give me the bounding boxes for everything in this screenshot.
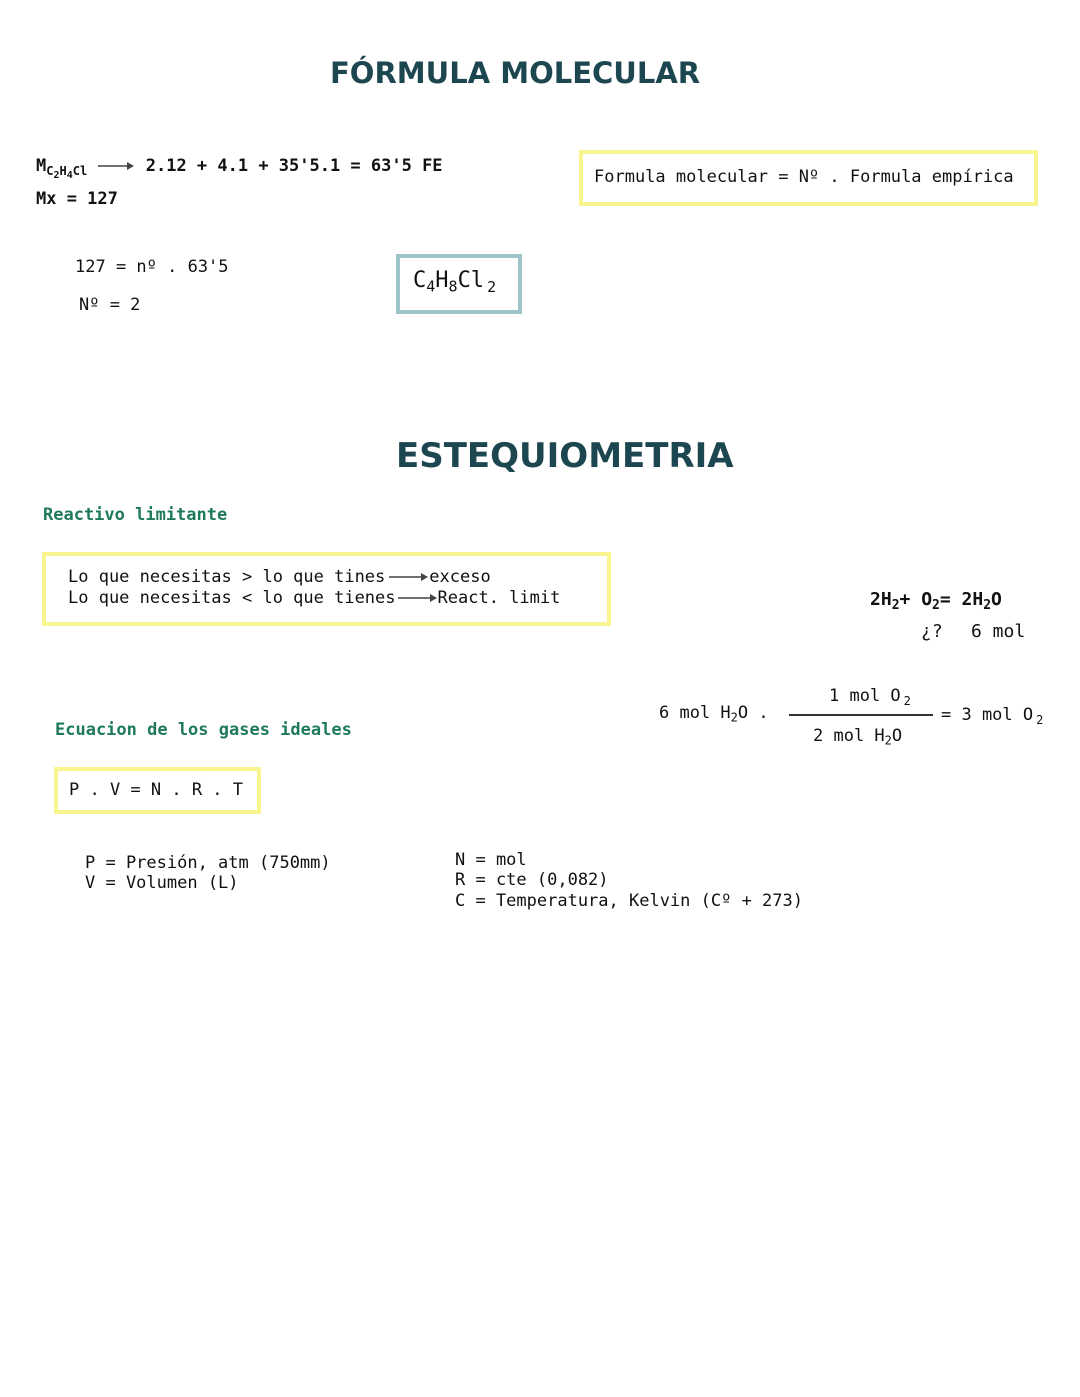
gases-r: R = cte (0,082)	[455, 870, 609, 890]
stoich-denominator: 2 mol $H_2O$	[813, 726, 903, 748]
reactivo-heading: Reactivo limitante	[43, 505, 228, 525]
formula-box-text: Formula molecular = Nº . Formula empírica	[594, 167, 1014, 187]
arrow-icon	[385, 572, 429, 582]
calc-line-2: Nº = 2	[79, 295, 141, 315]
molar-mass-line: $M_{C_2H_4Cl}$ 2.12 + 4.1 + 35'5.1 = 63'5 FE	[36, 156, 443, 181]
gases-p: P = Presión, atm (750mm)	[85, 853, 331, 873]
gases-heading: Ecuacion de los gases ideales	[55, 720, 352, 740]
result-formula: $C_4H_8Cl$ $_2$	[413, 268, 497, 296]
gases-n: N = mol	[455, 850, 527, 870]
gases-v: V = Volumen (L)	[85, 873, 239, 893]
mx-line: Mx = 127	[36, 189, 118, 209]
reactivo-line-2: Lo que necesitas < lo que tienes React. limit	[68, 588, 561, 608]
gases-c: C = Temperatura, Kelvin (Cº + 273)	[455, 891, 803, 911]
arrow-icon	[97, 161, 135, 171]
reaction-below-q: ¿?	[921, 621, 943, 642]
reaction-below-mol: 6 mol	[971, 621, 1026, 642]
stoich-left: 6 mol $H_2O$ .	[659, 703, 769, 725]
arrow-icon	[396, 593, 438, 603]
reaction-equation: $2H_2+ O_2= 2H_2O$	[870, 589, 1002, 613]
fraction-line	[789, 714, 933, 716]
title-formula-molecular: FÓRMULA MOLECULAR	[330, 56, 701, 90]
stoich-result: = 3 mol O $_2$	[941, 705, 1044, 727]
calc-line-1: 127 = nº . 63'5	[75, 257, 229, 277]
stoich-numerator: 1 mol O $_2$	[829, 686, 911, 708]
reactivo-line-1: Lo que necesitas > lo que tines exceso	[68, 567, 491, 587]
gases-formula: P . V = N . R . T	[69, 780, 243, 800]
title-estequiometria: ESTEQUIOMETRIA	[396, 436, 734, 476]
